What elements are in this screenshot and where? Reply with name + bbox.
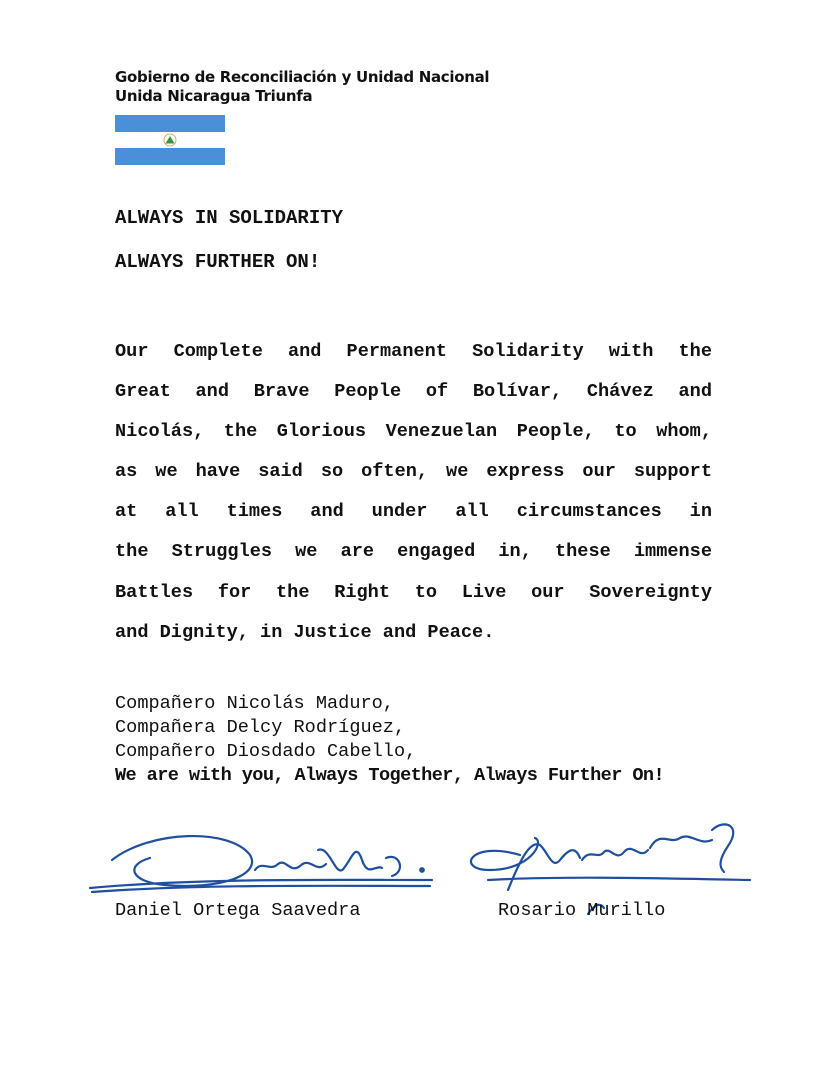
paragraph-line: as we have said so often, we express our support: [115, 461, 712, 483]
slogan-further-on: ALWAYS FURTHER ON!: [115, 251, 321, 273]
closing-line: We are with you, Always Together, Always Further On!: [115, 765, 665, 786]
paragraph-line: at all times and under all circumstances in: [115, 501, 712, 523]
letterhead-motto: Unida Nicaragua Triunfa: [115, 87, 313, 105]
signatory-rosario-murillo: Rosario Murillo: [498, 900, 666, 921]
addressee-rodriguez: Compañera Delcy Rodríguez,: [115, 717, 406, 738]
signature-daniel-ortega: [90, 836, 432, 892]
addressee-block: [115, 692, 664, 788]
paragraph-line: Nicolás, the Glorious Venezuelan People, to whom,: [115, 421, 712, 443]
paragraph-line: and Dignity, in Justice and Peace.: [115, 621, 495, 643]
letterhead: [115, 68, 489, 106]
paragraph-line: Great and Brave People of Bolívar, Chávez and: [115, 381, 712, 403]
paragraph-line: Our Complete and Permanent Solidarity with the: [115, 341, 712, 362]
letterhead-government: Gobierno de Reconciliación y Unidad Nacional: [115, 68, 490, 86]
addressee-cabello: Compañero Diosdado Cabello,: [115, 741, 417, 762]
addressee-maduro: Compañero Nicolás Maduro,: [115, 693, 394, 714]
nicaragua-flag-icon: [115, 115, 225, 165]
slogan-solidarity: ALWAYS IN SOLIDARITY: [115, 207, 344, 229]
paragraph-line: Battles for the Right to Live our Sovereignty: [115, 581, 712, 603]
solidarity-paragraph: [115, 332, 712, 653]
paragraph-line: the Struggles we are engaged in, these immense: [115, 541, 712, 563]
signatory-daniel-ortega: Daniel Ortega Saavedra: [115, 900, 361, 921]
